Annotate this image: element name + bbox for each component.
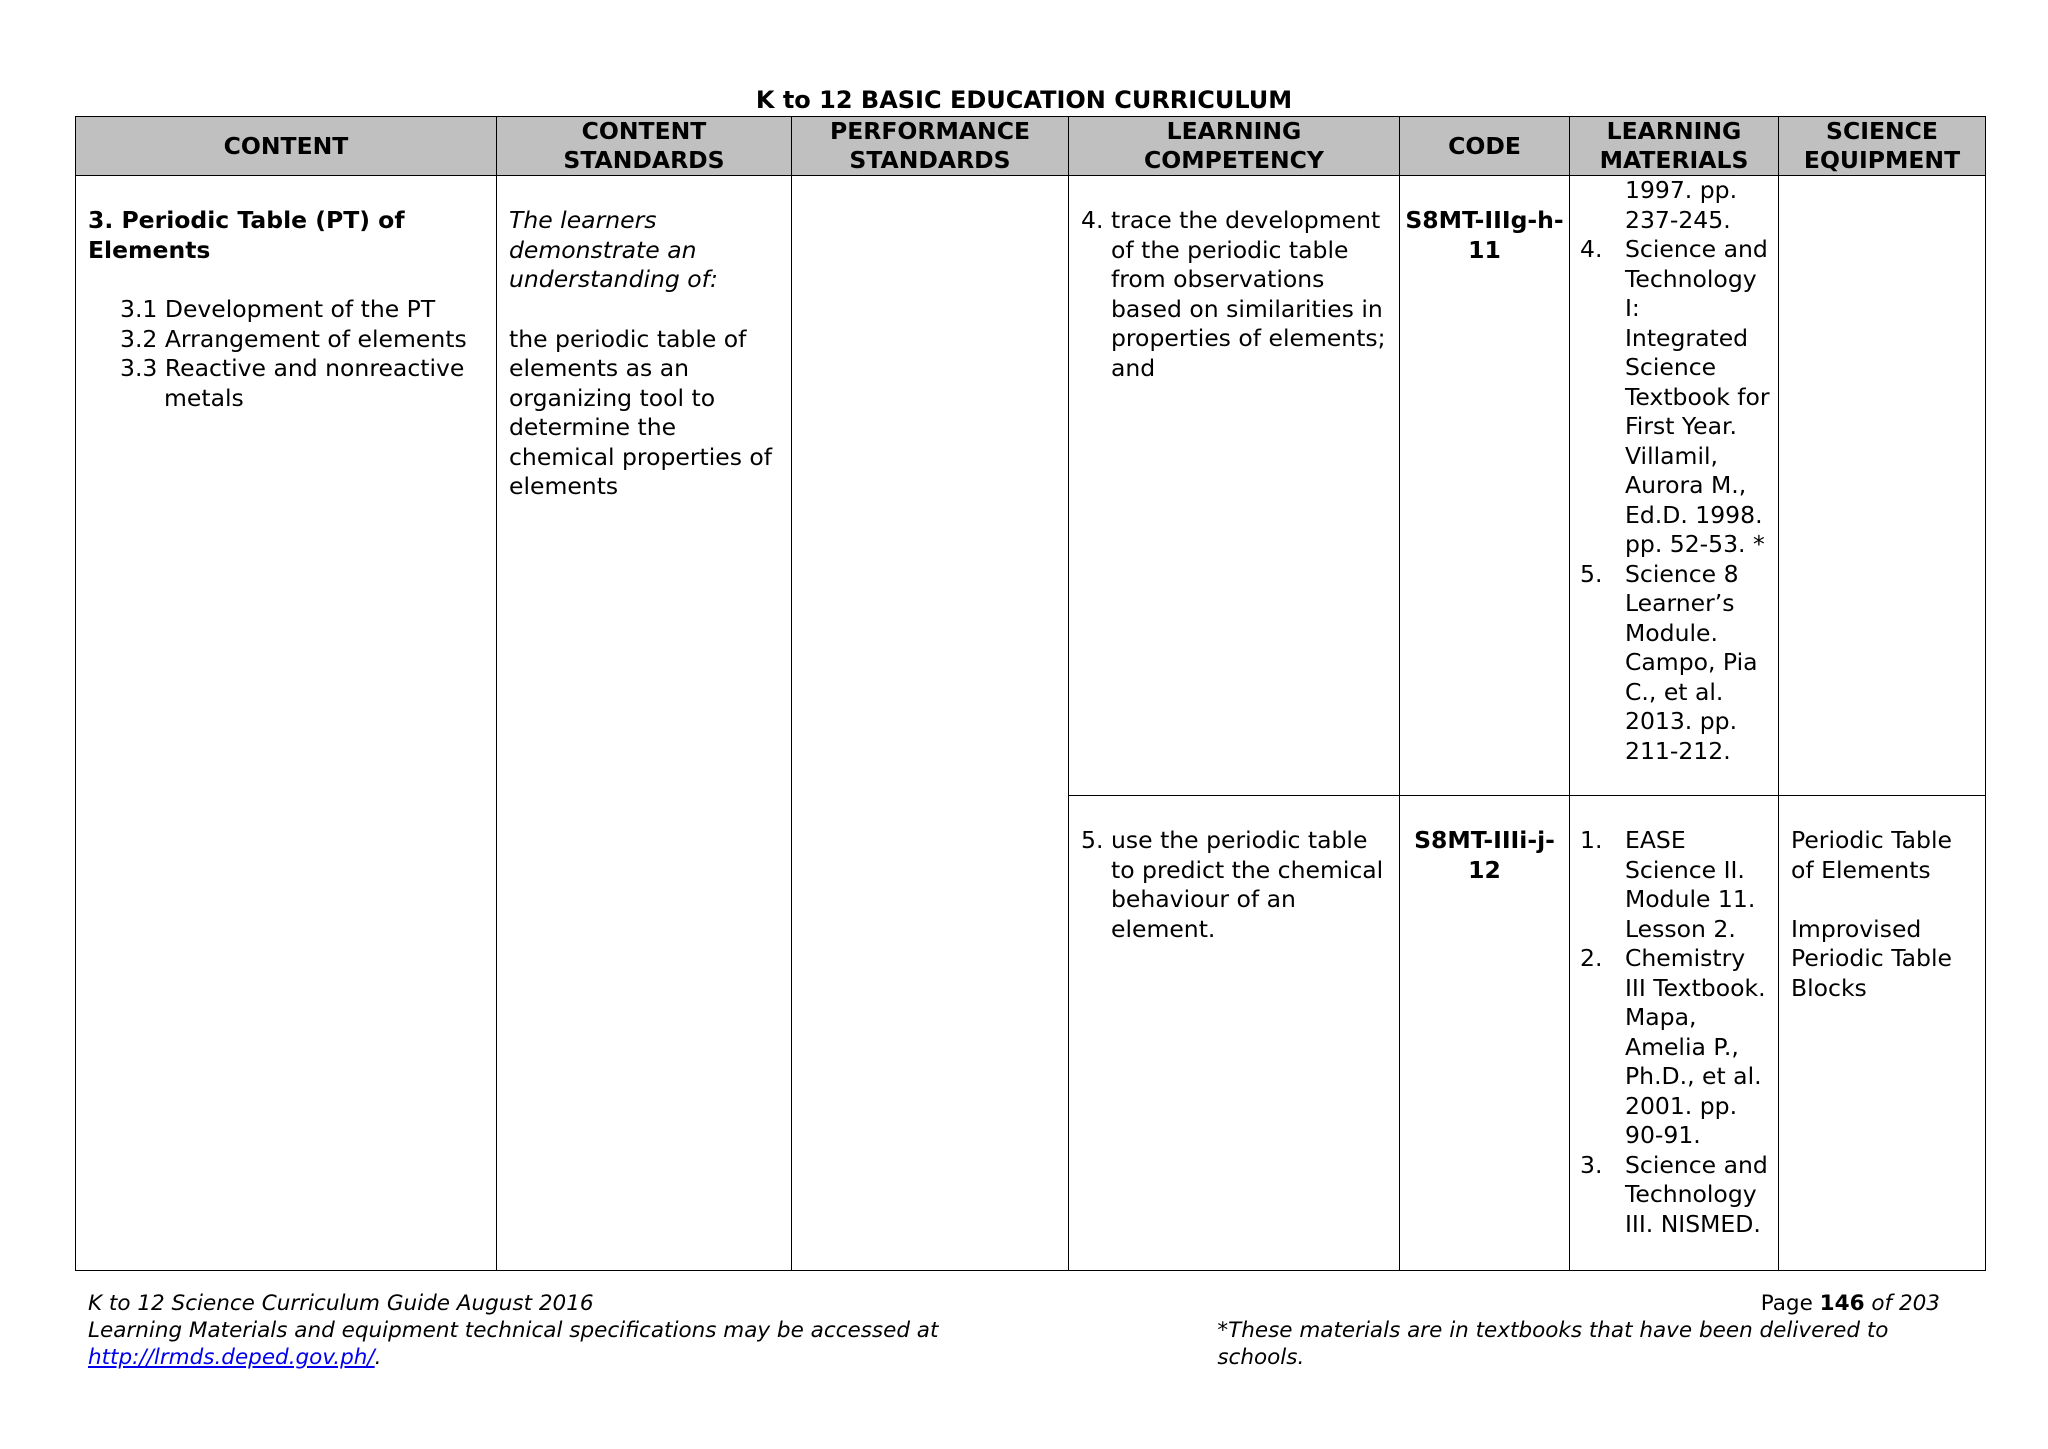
header-content: CONTENT [76, 117, 497, 176]
page-indicator [1761, 1290, 1940, 1317]
material-text: Science and Technology III. NISMED. [1625, 1150, 1768, 1238]
page-label: Page [1760, 1291, 1813, 1316]
equipment-cell [1779, 796, 1986, 1271]
subtopic-item: 3.1 Development of the PT [120, 295, 436, 323]
access-note [88, 1317, 1217, 1371]
material-number: 4. [1580, 235, 1603, 263]
header-row [76, 117, 1986, 176]
header-code: CODE [1400, 117, 1570, 176]
materials-cell [1570, 176, 1779, 796]
equipment-item: Periodic Table of Elements [1791, 826, 1952, 884]
textbook-note: *These materials are in textbooks that have been delivered to schools. [1217, 1318, 1889, 1370]
material-number: 3. [1580, 1150, 1603, 1179]
header-learning-competency: LEARNING COMPETENCY [1069, 117, 1400, 176]
performance-standards-cell [792, 176, 1069, 1271]
guide-title: K to 12 Science Curriculum Guide August 2016 [88, 1291, 594, 1316]
material-text: EASE Science II. Module 11. Lesson 2. [1625, 826, 1756, 943]
access-note-text: Learning Materials and equipment technical specifications may be accessed at [88, 1318, 939, 1343]
access-note-end: . [374, 1345, 382, 1370]
subtopic-list [88, 295, 484, 413]
list-item [1580, 1151, 1770, 1240]
list-item [1580, 560, 1770, 767]
competency-number: 4. [1081, 206, 1104, 234]
header-performance-standards: PERFORMANCE STANDARDS [792, 117, 1069, 176]
content-cell [76, 176, 497, 1271]
materials-list [1580, 176, 1770, 766]
header-learning-materials: LEARNING MATERIALS [1570, 117, 1779, 176]
material-number: 2. [1580, 944, 1603, 972]
list-item [1580, 176, 1770, 235]
equipment-item: Improvised Periodic Table Blocks [1791, 914, 1952, 1002]
subtopic-item: 3.3 Reactive and nonreactive metals [120, 354, 465, 412]
lrmds-link[interactable]: http://lrmds.deped.gov.ph/ [88, 1345, 375, 1370]
header-content-standards: CONTENT STANDARDS [497, 117, 792, 176]
subtopic-item: 3.2 Arrangement of elements [120, 324, 467, 353]
page-total: of 203 [1871, 1291, 1940, 1316]
content-standards-cell [497, 176, 792, 1271]
table-row [76, 176, 1986, 796]
code-cell: S8MT-IIIi-j-12 [1400, 796, 1570, 1271]
competency-text: use the periodic table to predict the chemical behaviour of an element. [1111, 826, 1384, 943]
standards-body: the periodic table of elements as an organizing tool to determine the chemical properties of elements [509, 324, 773, 500]
material-text: Chemistry III Textbook. Mapa, Amelia P., Ph.D., et al. 2001. pp. 90-91. [1625, 944, 1766, 1149]
header-science-equipment: SCIENCE EQUIPMENT [1779, 117, 1986, 176]
list-item [1580, 944, 1770, 1151]
page-footer [88, 1290, 1968, 1371]
competency-cell [1069, 796, 1400, 1271]
material-text: Science and Technology I: Integrated Science Textbook for First Year. Villamil, Aurora M., Ed.D. 1998. pp. 52-53. * [1625, 235, 1770, 558]
equipment-cell [1779, 176, 1986, 796]
standards-intro: The learners demonstrate an understanding of: [509, 206, 718, 293]
materials-list [1580, 826, 1770, 1239]
material-number: 5. [1580, 559, 1603, 588]
list-item [1580, 235, 1770, 560]
list-item [1580, 826, 1770, 944]
competency-text: trace the development of the periodic table from observations based on similarities in properties of elements; and [1111, 206, 1386, 382]
competency-number: 5. [1081, 826, 1104, 854]
material-text: Science 8 Learner’s Module. Campo, Pia C., et al. 2013. pp. 211-212. [1625, 559, 1758, 765]
page-number: 146 [1819, 1291, 1865, 1316]
competency-cell [1069, 176, 1400, 796]
code-cell: S8MT-IIIg-h-11 [1400, 176, 1570, 796]
material-text: 1997. pp. 237-245. [1625, 176, 1738, 234]
document-title: K to 12 BASIC EDUCATION CURRICULUM [755, 86, 1293, 114]
content-title: 3. Periodic Table (PT) of Elements [88, 206, 405, 264]
materials-cell [1570, 796, 1779, 1271]
material-number: 1. [1580, 826, 1603, 854]
curriculum-table [75, 116, 1986, 1271]
